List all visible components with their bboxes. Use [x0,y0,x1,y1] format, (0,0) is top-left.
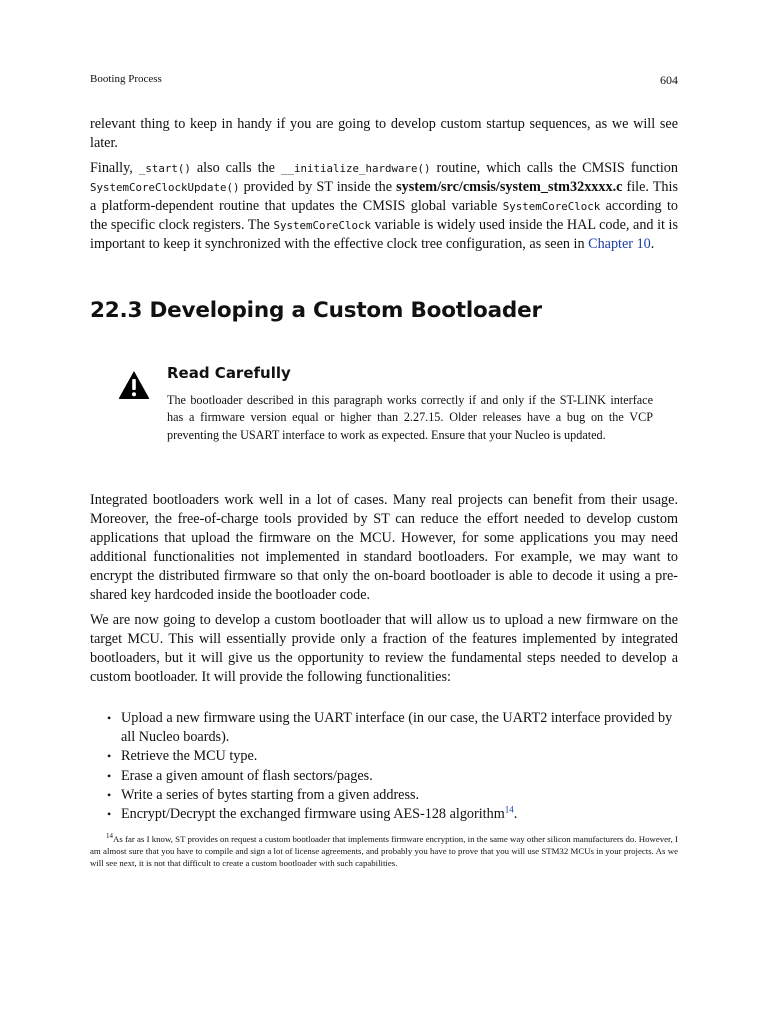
inline-code: _start() [138,162,191,175]
paragraph-text: Integrated bootloaders work well in a lot of cases. Many real projects can benefit from their usage. Moreover, the free-of-charge tools provided by ST can reduce the effort needed to develop custom applications that upload the firmware on the MCU. However, for some applications you may need additional functionalities not implemented in standard bootloaders. For example, we may want to encrypt the distributed firmware so that only the on-board bootloader is able to decode it using a pre-shared key hardcoded inside the bootloader code. [90,492,678,603]
list-item-text: Upload a new firmware using the UART interface (in our case, the UART2 interface provided by all Nucleo boards). [121,710,673,746]
text-run: routine, which calls the CMSIS function [430,160,678,176]
list-item [90,709,678,747]
text-run: . [650,236,655,252]
footnote-text: As far as I know, ST provides on request a custom bootloader that implements firmware encryption, in the same way other silicon manufacturers do. However, I am almost sure that you have to compile and sign a lot of license agreements, and probably you have to prove that you will use STM32 MCUs in your projects. As we will see next, it is not that difficult to create a custom bootloader with such capabilities. [90,834,678,869]
inline-code: SystemCoreClockUpdate() [90,181,240,194]
list-item [90,786,678,805]
section-heading-block [90,298,678,323]
inline-code: SystemCoreClock [502,200,601,213]
inline-code: __initialize_hardware() [280,162,431,175]
chapter-link[interactable]: Chapter 10 [588,236,651,252]
list-item-text: Retrieve the MCU type. [121,748,258,765]
paragraph-integrated-bootloaders [90,491,678,605]
paragraph-text [90,159,678,254]
text-run: variable is widely used inside the HAL code, and it is important to keep it synchronized with the effective clock tree configuration, as seen in [90,217,678,252]
text-run: according to the specific clock registers. The [90,198,678,233]
warning-icon [118,370,150,400]
paragraph-text: We are now going to develop a custom bootloader that will allow us to upload a new firmware on the target MCU. This will essentially provide only a fraction of the features implemented by integrated bootloaders, but it will give us the opportunity to review the fundamental steps needed to develop a custom bootloader. It will provide the following functionalities: [90,612,678,685]
section-heading: 22.3 Developing a Custom Bootloader [90,298,542,323]
feature-list [90,709,678,824]
text-run: provided by ST inside the [239,179,397,195]
text-run: also calls the [190,160,281,176]
paragraph-custom-bootloader [90,611,678,687]
text-run: file. This a platform-dependent routine that updates the CMSIS global variable [90,179,678,214]
list-item-text: Erase a given amount of flash sectors/pages. [121,767,373,784]
list-item-text: Write a series of bytes starting from a given address. [121,786,420,803]
paragraph-continuation [90,115,678,153]
text-run: . [513,806,518,823]
footnote-marker: 14 [106,832,113,841]
footnote [90,833,678,870]
footnote-reference[interactable]: 14 [504,804,514,815]
page-number: 604 [660,73,678,87]
text-run: Finally, [90,160,139,176]
list-item [90,767,678,786]
paragraph-text: relevant thing to keep in handy if you are going to develop custom startup sequences, as we will see later. [90,116,678,151]
inline-code: SystemCoreClock [273,219,371,232]
paragraph-startup [90,159,678,254]
file-path: system/src/cmsis/system_stm32xxxx.c [396,179,623,195]
list-item [90,747,678,766]
running-title: Booting Process [90,73,162,85]
callout-title: Read Carefully [167,364,291,382]
callout-body: The bootloader described in this paragraph works correctly if and only if the ST-LINK interface has a firmware version equal or higher than 2.27.15. Older releases have a bug on the VCP preventing the USART interface to work as expected. Ensure that your Nucleo is updated. [167,393,653,442]
list-item [90,805,678,824]
running-header [90,73,678,88]
list-item-text: Encrypt/Decrypt the exchanged firmware using AES-128 algorithm [121,806,505,823]
